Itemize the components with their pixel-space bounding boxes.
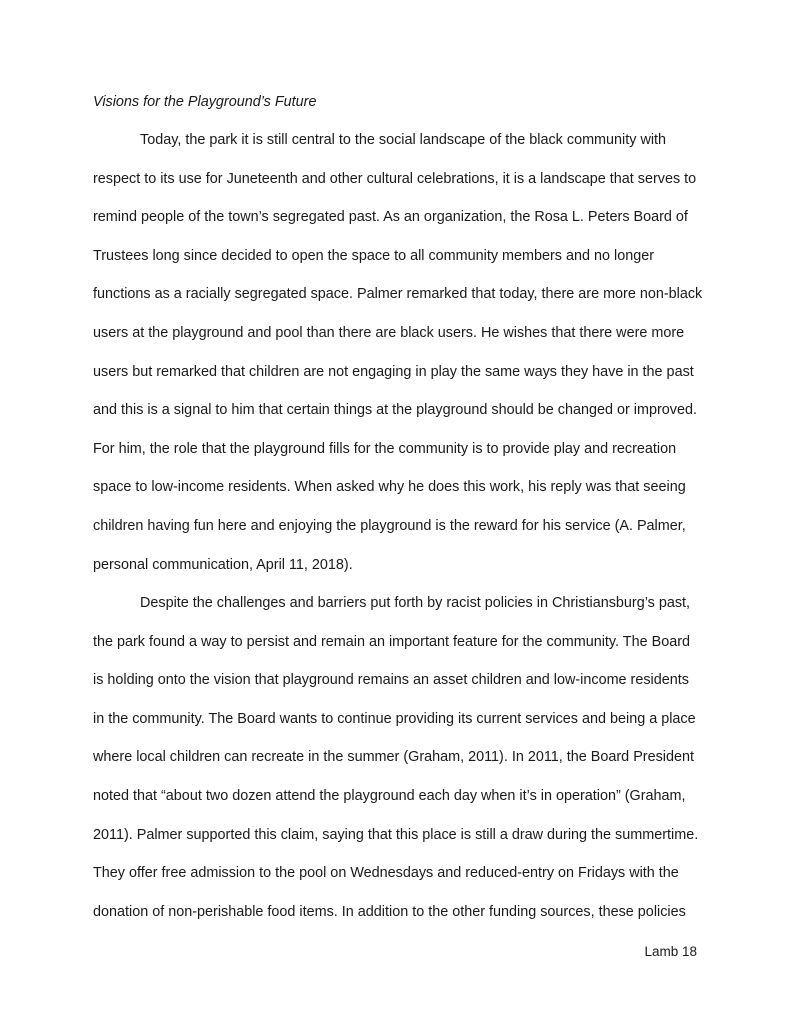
paragraph-1 [93,131,703,594]
text-line: respect to its use for Juneteenth and other cultural celebrations, it is a landscape that serves to [93,170,697,187]
text-line: in the community. The Board wants to continue providing its current services and being a place [93,710,696,727]
text-line: and this is a signal to him that certain things at the playground should be changed or improved. [93,402,697,419]
text-line: noted that “about two dozen attend the playground each day when it’s in operation” (Graham, [93,787,686,804]
text-line: users at the playground and pool than there are black users. He wishes that there were more [93,324,685,341]
text-line: They offer free admission to the pool on Wednesdays and reduced-entry on Fridays with the [93,865,679,882]
text-line: personal communication, April 11, 2018). [93,556,353,573]
text-line: Despite the challenges and barriers put forth by racist policies in Christiansburg’s past, [140,595,691,611]
text-line: Today, the park it is still central to the social landscape of the black community with [140,132,667,148]
text-line: space to low-income residents. When asked why he does this work, his reply was that seeing [93,479,686,496]
text-line: children having fun here and enjoying the playground is the reward for his service (A. Palmer, [93,517,686,534]
text-line: the park found a way to persist and remain an important feature for the community. The Board [93,633,690,650]
text-line: users but remarked that children are not engaging in play the same ways they have in the past [93,363,694,380]
text-line: remind people of the town’s segregated past. As an organization, the Rosa L. Peters Board of [93,209,688,226]
page-number-footer: Lamb 18 [644,944,697,959]
text-line: 2011). Palmer supported this claim, saying that this place is still a draw during the summertime. [93,826,699,843]
section-heading: Visions for the Playground’s Future [93,94,317,110]
text-line: functions as a racially segregated space. Palmer remarked that today, there are more non-black [93,286,703,303]
text-line: is holding onto the vision that playground remains an asset children and low-income residents [93,672,689,689]
text-line: For him, the role that the playground fills for the community is to provide play and recreation [93,440,677,457]
text-line: Trustees long since decided to open the space to all community members and no longer [93,247,655,264]
paragraph-2 [93,594,703,941]
text-line: where local children can recreate in the summer (Graham, 2011). In 2011, the Board President [93,749,694,766]
text-line: donation of non-perishable food items. In addition to the other funding sources, these policies [93,903,686,920]
